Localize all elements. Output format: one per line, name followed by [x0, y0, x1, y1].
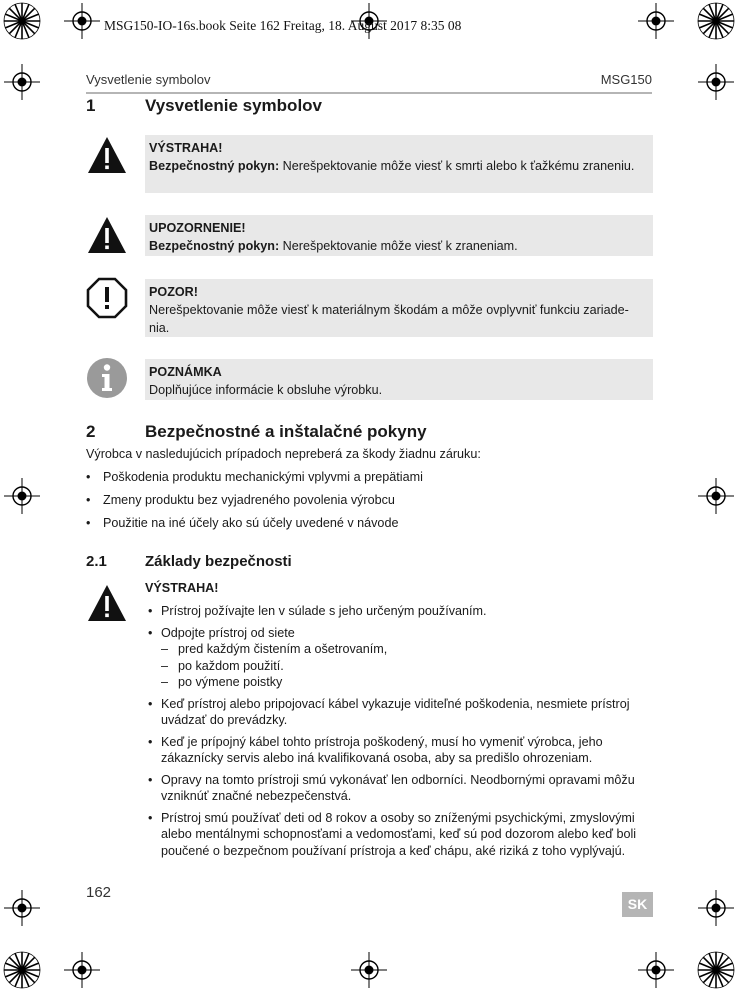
- notice-warning: [145, 135, 653, 193]
- running-header-left: Vysvetlenie symbolov: [86, 72, 211, 87]
- notice-label: Bezpečnostný pokyn:: [149, 159, 280, 173]
- list-item: • Odpojte prístroj od siete – pred každým čistením a ošetrovaním, – po každom použití. – po výmene poistky: [148, 625, 653, 691]
- sub-list-item: – pred každým čistením a ošetrovaním,: [161, 642, 388, 656]
- sub-list-item: – po výmene poistky: [161, 675, 283, 689]
- warning-triangle-icon: [86, 214, 128, 256]
- sub-list-item: – po každom použití.: [161, 658, 284, 673]
- warning-triangle-icon: [86, 582, 128, 624]
- list-item: • Keď je prípojný kábel tohto prístroja poškodený, musí ho vymeniť výrobca, jeho zákaznícky servis alebo iná kvalifikovaná osoba, aby sa predišlo ohrozeniam.: [148, 734, 603, 765]
- warning-title: VÝSTRAHA!: [145, 581, 219, 595]
- page-number: 162: [86, 884, 112, 901]
- section-title: Vysvetlenie symbolov: [145, 96, 323, 115]
- notice-text: Nerešpektovanie môže viesť k smrti alebo k ťažkému zraneniu.: [279, 159, 635, 173]
- running-header-right: MSG150: [600, 72, 652, 87]
- list-item: • Opravy na tomto prístroji smú vykonávať len odborníci. Neodbornými opravami môžu vzniknúť značné nebezpečenstvá.: [148, 772, 635, 803]
- notice-title: VÝSTRAHA!: [149, 141, 223, 155]
- list-item: • Prístroj smú používať deti od 8 rokov a osoby so zníženými psychickými, zmyslovými alebo mentálnymi schopnosťami a vedomosťami, keď sú pod dozorom alebo keď boli poučené o bezpečnom používaní prístroja a keď chápu, aké riziká z toho vyplývajú.: [148, 810, 637, 858]
- language-badge: SK: [622, 892, 653, 917]
- warning-triangle-icon: [86, 134, 128, 176]
- notice-caution: [145, 215, 653, 256]
- list-item: • Poškodenia produktu mechanickými vplyvmi a prepätiami: [86, 470, 423, 484]
- notice-attention: [145, 279, 653, 337]
- list-item: • Prístroj požívajte len v súlade s jeho určeným používaním.: [148, 604, 487, 618]
- notice-label: Bezpečnostný pokyn:: [149, 239, 280, 253]
- notice-note: [145, 359, 653, 400]
- list-item: • Použitie na iné účely ako sú účely uvedené v návode: [86, 516, 399, 530]
- notice-title: POZNÁMKA: [149, 365, 222, 379]
- notice-text: Nerešpektovanie môže viesť k materiálnym škodám a môže ovplyvniť funkciu zariade-nia.: [149, 303, 629, 335]
- info-circle-icon: [86, 357, 128, 399]
- notice-text: Nerešpektovanie môže viesť k zraneniam.: [279, 239, 518, 253]
- notice-title: POZOR!: [149, 285, 198, 299]
- safety-list: [148, 603, 653, 864]
- list-item: • Zmeny produktu bez vyjadreného povolenia výrobcu: [86, 493, 395, 507]
- section-2-intro: Výrobca v nasledujúcich prípadoch nepreberá za škody žiadnu záruku:: [86, 447, 481, 461]
- caution-octagon-icon: [86, 277, 128, 319]
- section-number: 2.1: [86, 553, 107, 570]
- section-2-heading: [86, 422, 652, 444]
- section-1-heading: [86, 96, 652, 118]
- section-2-1-heading: [86, 553, 652, 573]
- print-slug-line: MSG150-IO-16s.book Seite 162 Freitag, 18. August 2017 8:35 08: [104, 18, 462, 33]
- notice-text: Doplňujúce informácie k obsluhe výrobku.: [149, 383, 383, 397]
- section-number: 2: [86, 422, 96, 441]
- notice-title: UPOZORNENIE!: [149, 221, 246, 235]
- section-title: Bezpečnostné a inštalačné pokyny: [145, 422, 427, 441]
- section-number: 1: [86, 96, 96, 115]
- header-rule: [86, 92, 652, 94]
- section-title: Základy bezpečnosti: [145, 553, 292, 570]
- list-item: • Keď prístroj alebo pripojovací kábel vykazuje viditeľné poškodenia, nesmiete prístroj uvádzať do prevádzky.: [148, 696, 630, 727]
